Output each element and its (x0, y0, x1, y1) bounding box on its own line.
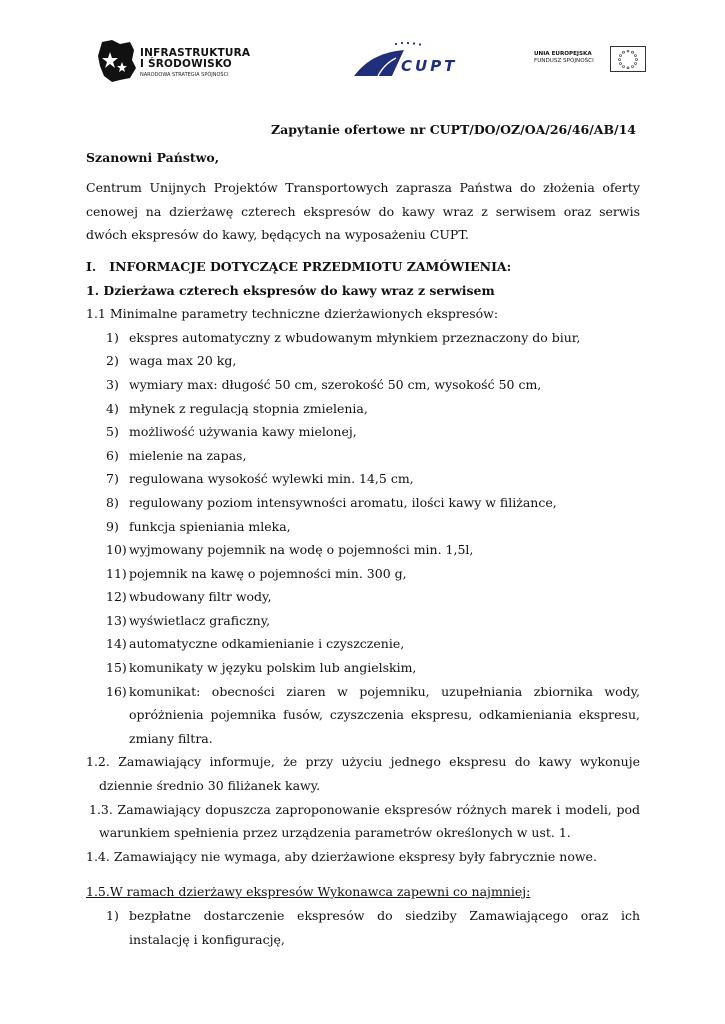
list-number: 10) (106, 542, 127, 558)
logo-header (0, 30, 725, 90)
list-number: 4) (106, 400, 119, 416)
list-text: wbudowany filtr wody, (129, 589, 272, 605)
list-item (86, 515, 640, 539)
list-text: ekspres automatyczny z wbudowanym młynkiem przeznaczony do biur, (129, 329, 581, 345)
logo-left-line1: INFRASTRUKTURA (140, 47, 251, 59)
list-text: możliwość używania kawy mielonej, (129, 424, 357, 440)
params-list (86, 326, 640, 751)
list-number: 8) (106, 494, 119, 510)
list-text: komunikat: obecności ziaren w pojemniku, uzupełniania zbiornika wody, opróżnienia pojemnika fusów, czyszczenia ekspresu, odkamieniania ekspresu, zmiany filtra. (129, 683, 640, 746)
list-text: automatyczne odkamienianie i czyszczenie, (129, 636, 405, 652)
services-list (86, 904, 640, 951)
list-item (86, 562, 640, 586)
eu-flag-icon (610, 46, 646, 72)
eu-line2: FUNDUSZ SPÓJNOŚCI (534, 58, 594, 64)
list-number: 12) (106, 589, 127, 605)
list-item (86, 538, 640, 562)
list-text: mielenie na zapas, (129, 447, 247, 463)
infrastruktura-logo (96, 38, 251, 86)
logo-left-line2: I ŚRODOWISKO (140, 58, 232, 70)
list-text: młynek z regulacją stopnia zmielenia, (129, 400, 368, 416)
cupt-logo (352, 40, 464, 80)
list-number: 1) (106, 908, 119, 923)
paragraph-1-5-heading: 1.5.W ramach dzierżawy ekspresów Wykonawca zapewni co najmniej: (86, 884, 531, 900)
list-item (86, 680, 640, 751)
section-heading: I. INFORMACJE DOTYCZĄCE PRZEDMIOTU ZAMÓWIENIA: (86, 258, 512, 274)
eu-logo (534, 46, 649, 76)
list-number: 6) (106, 447, 119, 463)
doc-title: Zapytanie ofertowe nr CUPT/DO/OZ/OA/26/46/AB/14 (271, 122, 636, 137)
list-number: 3) (106, 376, 119, 392)
list-item (86, 585, 640, 609)
list-item (86, 656, 640, 680)
list-number: 13) (106, 612, 127, 628)
list-text: wyświetlacz graficzny, (129, 612, 271, 628)
logo-left-line3: NARODOWA STRATEGIA SPÓJNOŚCI (140, 72, 229, 78)
list-item (86, 904, 640, 951)
greeting: Szanowni Państwo, (86, 149, 220, 165)
list-text: pojemnik na kawę o pojemności min. 300 g, (129, 565, 407, 581)
list-number: 5) (106, 424, 119, 440)
list-number: 11) (106, 565, 127, 581)
list-item (86, 632, 640, 656)
subsection-heading: 1. Dzierżawa czterech ekspresów do kawy wraz z serwisem (86, 282, 495, 298)
list-item (86, 444, 640, 468)
list-text: regulowany poziom intensywności aromatu, ilości kawy w filiżance, (129, 494, 557, 510)
list-text: waga max 20 kg, (129, 353, 237, 369)
list-text: funkcja spieniania mleka, (129, 518, 291, 534)
list-item (86, 467, 640, 491)
list-item (86, 373, 640, 397)
list-text: wymiary max: długość 50 cm, szerokość 50 cm, wysokość 50 cm, (129, 376, 542, 392)
list-text: wyjmowany pojemnik na wodę o pojemności min. 1,5l, (129, 542, 474, 558)
list-item (86, 609, 640, 633)
paragraph-1-3: 1.3. Zamawiający dopuszcza zaproponowanie ekspresów różnych marek i modeli, pod warunkiem spełnienia przez urządzenia parametrów określonych w ust. 1. (89, 801, 640, 841)
list-number: 16) (106, 683, 127, 699)
paragraph-1-2: 1.2. Zamawiający informuje, że przy użyciu jednego ekspresu do kawy wykonuje dziennie średnio 30 filiżanek kawy. (86, 754, 640, 794)
cupt-wordmark: CUPT (401, 57, 458, 75)
list-item (86, 420, 640, 444)
list-number: 1) (106, 329, 119, 345)
list-number: 15) (106, 660, 127, 676)
list-number: 9) (106, 518, 119, 534)
list-item (86, 397, 640, 421)
paragraph-1-4: 1.4. Zamawiający nie wymaga, aby dzierżawione ekspresy były fabrycznie nowe. (86, 848, 597, 864)
list-number: 14) (106, 636, 127, 652)
intro-paragraph: Centrum Unijnych Projektów Transportowych zaprasza Państwa do złożenia oferty cenowej na dzierżawę czterech ekspresów do kawy wraz z serwisem oraz serwis dwóch ekspresów do kawy, będących na wyposażeniu CUPT. (86, 180, 640, 243)
list-text: regulowana wysokość wylewki min. 14,5 cm, (129, 471, 414, 487)
params-heading: 1.1 Minimalne parametry techniczne dzierżawionych ekspresów: (86, 306, 499, 322)
list-item (86, 326, 640, 350)
poland-map-icon (96, 38, 138, 84)
list-item (86, 491, 640, 515)
list-text: bezpłatne dostarczenie ekspresów do siedziby Zamawiającego oraz ich instalację i konfigurację, (129, 908, 640, 947)
list-number: 2) (106, 353, 119, 369)
document-body (86, 118, 640, 951)
list-number: 7) (106, 471, 119, 487)
list-text: komunikaty w języku polskim lub angielskim, (129, 660, 417, 676)
eu-line1: UNIA EUROPEJSKA (534, 51, 592, 57)
list-item (86, 349, 640, 373)
